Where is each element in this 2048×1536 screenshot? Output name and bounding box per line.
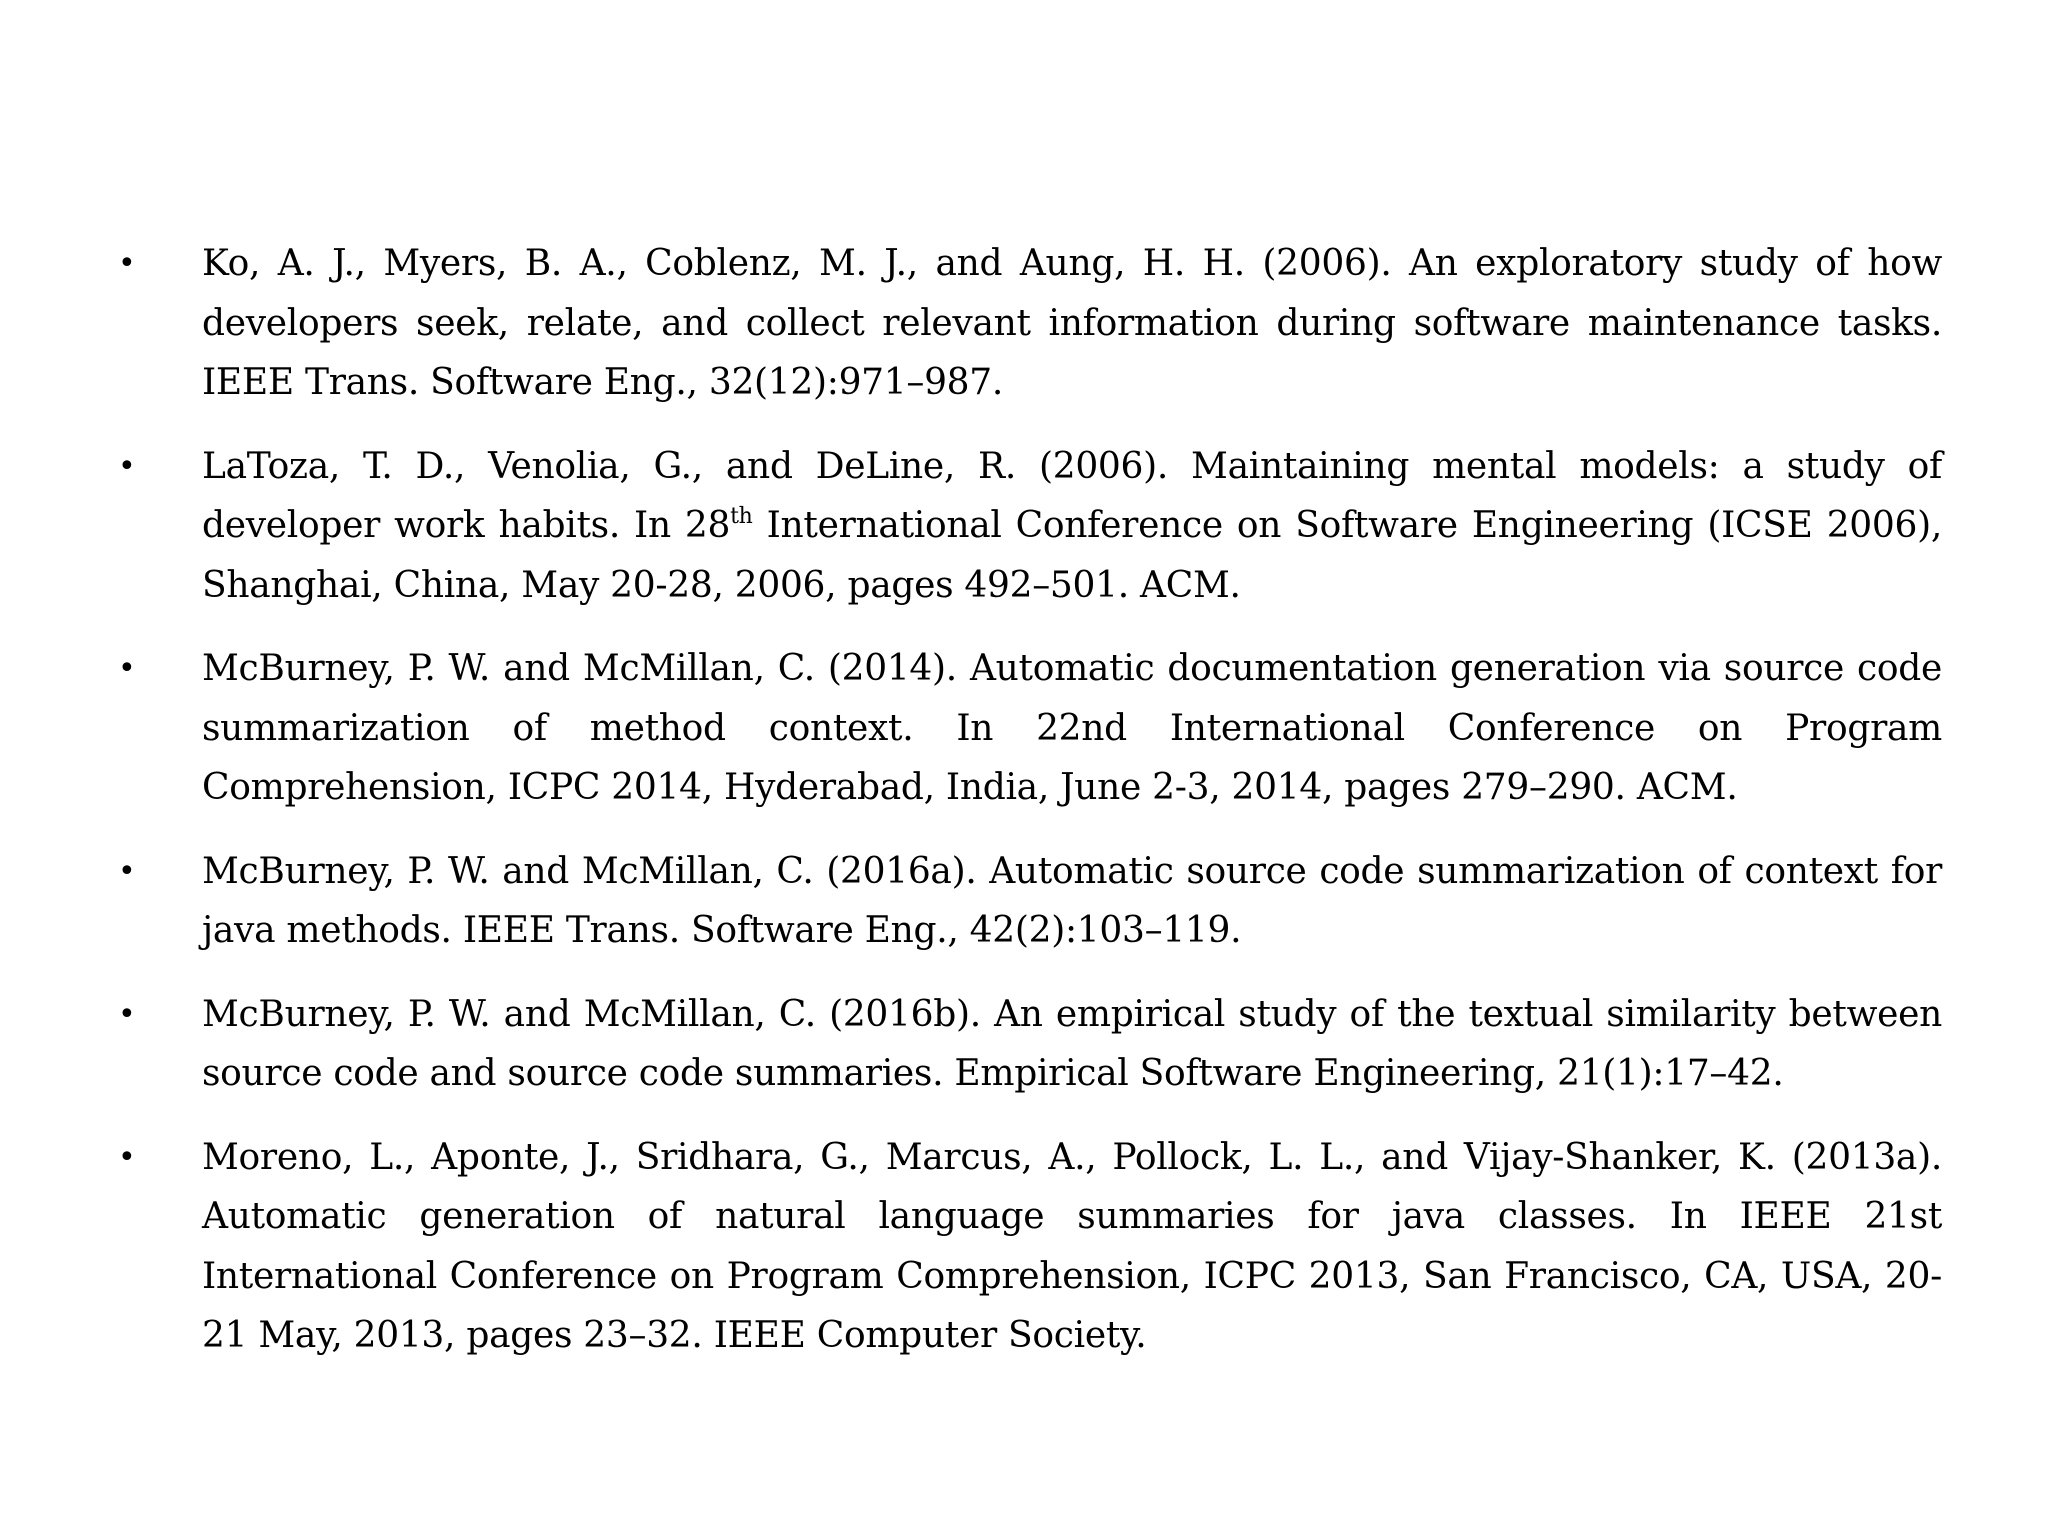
reference-item-latoza-2006 [118, 437, 1942, 616]
ordinal-superscript: th [730, 504, 753, 529]
reference-item-mcburney-2014 [118, 639, 1942, 818]
reference-text: Ko, A. J., Myers, B. A., Coblenz, M. J., and Aung, H. H. (2006). An exploratory study of how developers seek, relate, and collect relevant information during software maintenance tasks. IEEE Trans. Software Eng., 32(12):971–987. [202, 243, 1942, 403]
reference-text [202, 437, 1942, 616]
bullet-icon: • [118, 996, 136, 1032]
bullet-icon: • [118, 1139, 136, 1175]
bullet-icon: • [118, 448, 136, 484]
reference-item-ko-2006 [118, 234, 1942, 413]
reference-text: McBurney, P. W. and McMillan, C. (2016a). Automatic source code summarization of context for java methods. IEEE Trans. Software Eng., 42(2):103–119. [202, 850, 1942, 951]
reference-item-mcburney-2016b [118, 985, 1942, 1104]
reference-list [118, 234, 1942, 1390]
reference-text: McBurney, P. W. and McMillan, C. (2016b). An empirical study of the textual similarity between source code and source code summaries. Empirical Software Engineering, 21(1):17–42. [202, 993, 1942, 1094]
bullet-icon: • [118, 853, 136, 889]
reference-text-part: LaToza, T. D., Venolia, G., and DeLine, R. (2006). Maintaining mental models: a study of developer work habits. In 28 [202, 445, 1942, 546]
bullet-icon: • [118, 246, 136, 281]
reference-text: Moreno, L., Aponte, J., Sridhara, G., Marcus, A., Pollock, L. L., and Vijay-Shanker, K. (2013a). Automatic generation of natural language summaries for java classes. In IEEE 21st International Conference on Program Comprehension, ICPC 2013, San Francisco, CA, USA, 20-21 May, 2013, pages 23–32. IEEE Computer Society. [202, 1136, 1942, 1356]
reference-item-moreno-2013a [118, 1128, 1942, 1366]
reference-item-mcburney-2016a [118, 842, 1942, 961]
bullet-icon: • [118, 651, 136, 686]
reference-text-part: International Conference on Software Engineering (ICSE 2006), Shanghai, China, May 20-28, 2006, pages 492–501. ACM. [202, 505, 1942, 606]
reference-text: McBurney, P. W. and McMillan, C. (2014). Automatic documentation generation via source code summarization of method context. In 22nd International Conference on Program Comprehension, ICPC 2014, Hyderabad, India, June 2-3, 2014, pages 279–290. ACM. [202, 648, 1942, 808]
